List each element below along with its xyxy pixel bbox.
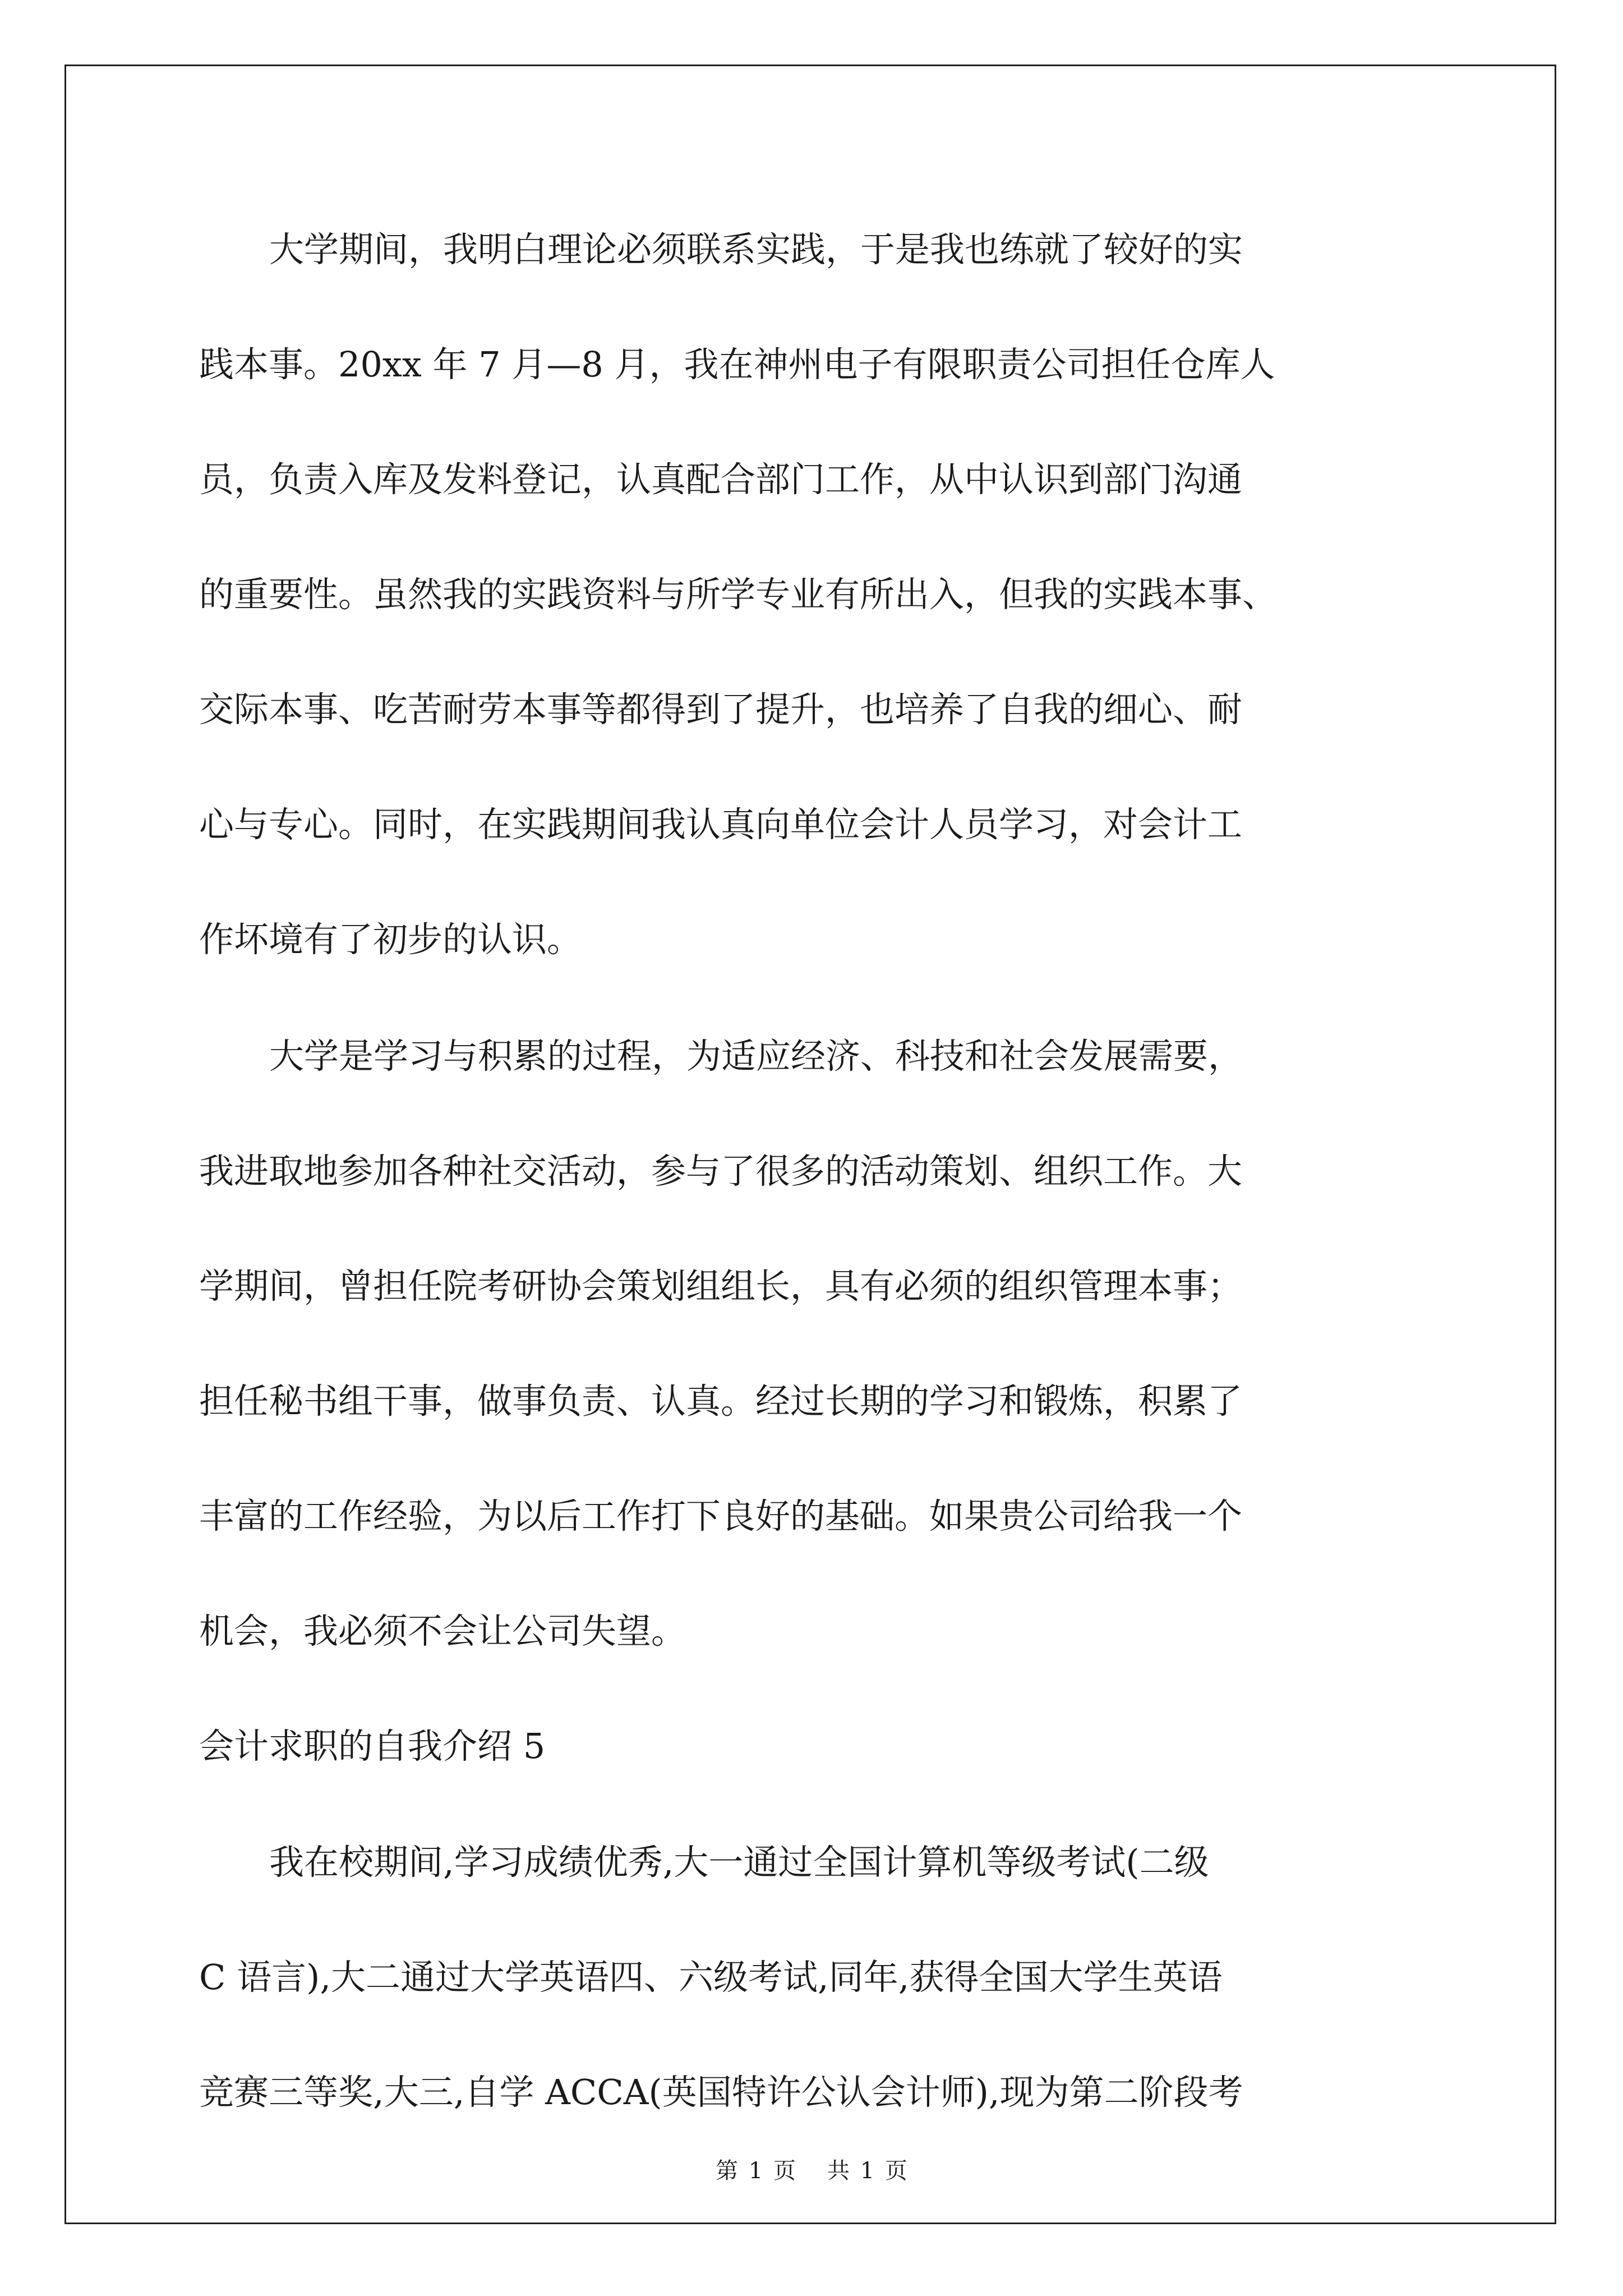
text-line: 交际本事、吃苦耐劳本事等都得到了提升，也培养了自我的细心、耐 [199, 689, 1243, 730]
text-line: 践本事。20xx 年 7 月—8 月，我在神州电子有限职责公司担任仓库人 [199, 344, 1275, 385]
text-line: 员，负责入库及发料登记，认真配合部门工作，从中认识到部门沟通 [199, 459, 1243, 500]
text-line: 大学期间，我明白理论必须联系实践，于是我也练就了较好的实 [269, 229, 1243, 270]
page-number: 第 1 页 [716, 2158, 796, 2184]
text-line: 担任秘书组干事，做事负责、认真。经过长期的学习和锻炼，积累了 [199, 1381, 1243, 1421]
text-line: 竞赛三等奖,大三,自学 ACCA(英国特许公认会计师),现为第二阶段考 [199, 2072, 1243, 2113]
section-heading: 会计求职的自我介绍 5 [199, 1726, 546, 1766]
text-line: 大学是学习与积累的过程，为适应经济、科技和社会发展需要， [269, 1036, 1243, 1076]
text-line: 学期间，曾担任院考研协会策划组组长，具有必须的组织管理本事； [199, 1266, 1243, 1306]
text-line: 我进取地参加各种社交活动，参与了很多的活动策划、组织工作。大 [199, 1151, 1243, 1191]
text-line: 心与专心。同时，在实践期间我认真向单位会计人员学习，对会计工 [199, 804, 1243, 845]
text-line: C 语言),大二通过大学英语四、六级考试,同年,获得全国大学生英语 [199, 1957, 1223, 1998]
page-footer [0, 2157, 1623, 2185]
total-pages: 共 1 页 [827, 2158, 907, 2184]
text-line: 的重要性。虽然我的实践资料与所学专业有所出入，但我的实践本事、 [199, 574, 1278, 615]
text-line: 我在校期间,学习成绩优秀,大一通过全国计算机等级考试(二级 [269, 1842, 1209, 1883]
page-border [64, 65, 1556, 2224]
text-line: 机会，我必须不会让公司失望。 [199, 1611, 686, 1651]
text-line: 作坏境有了初步的认识。 [199, 919, 582, 960]
text-line: 丰富的工作经验，为以后工作打下良好的基础。如果贵公司给我一个 [199, 1496, 1243, 1536]
